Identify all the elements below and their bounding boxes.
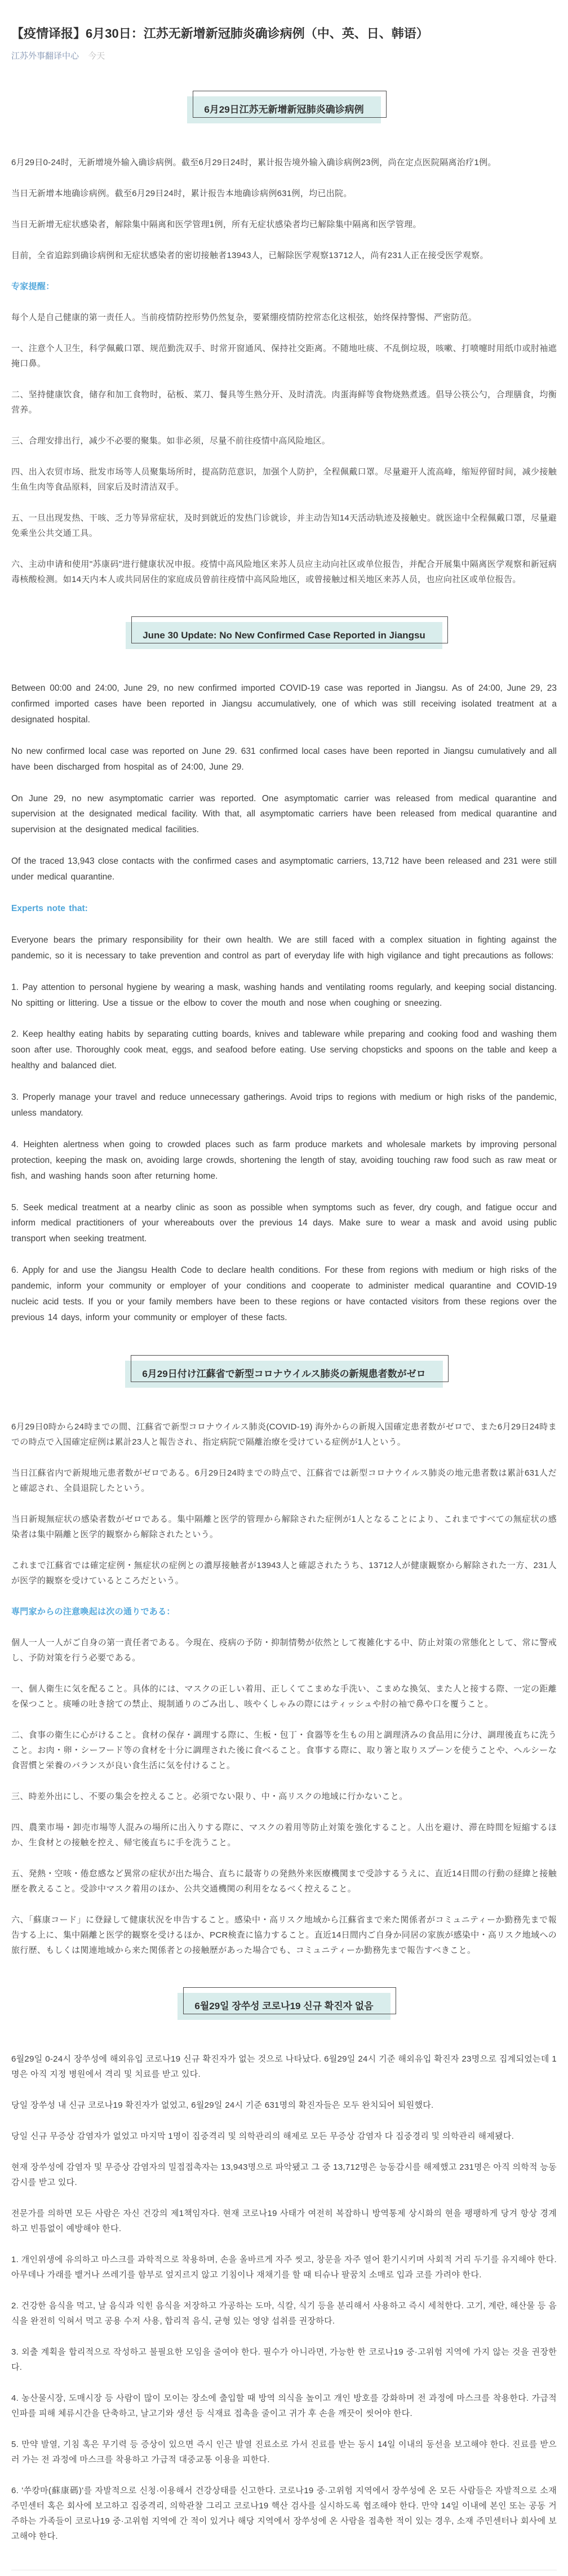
paragraph-ko-10: 6. '쑤캉마(蘇康碼)'를 자발적으로 신청·이용해서 건강상태를 신고한다. 코로나19 중·고위험 지역에서 장쑤성에 온 모든 사람들은 자발적으로 소재 주민센터 혹은 회사에 보고하고 집중격리, 의학관찰 그리고 코로나19 핵산 검사를 실시하도록 협조해야 한다. 만약 14일 이내에 본인 또는 공동 거주하는 가족들이 코로나19 중·고위험 지역에 간 적이 있거나 해당 지역에서 장쑤성에 온 사람을 접촉한 적이 있는 경우, 소재 주민센터나 회사에 보고해야 한다. [11, 2485, 557, 2541]
paragraph-en-8: 3. Properly manage your travel and reduce unnecessary gatherings. Avoid trips to regions with medium or high risks of the pandemic, unless mandatory. [11, 1092, 557, 1118]
author-link[interactable]: 江苏外事翻译中心 [11, 51, 79, 61]
section-header-wrap-ja [11, 1361, 557, 1388]
article-section-en [11, 622, 557, 1326]
publish-date: 今天 [88, 51, 105, 61]
paragraph-zh-10: 五、一旦出现发热、干咳、乏力等异常症状，及时到就近的发热门诊就诊，并主动告知14天活动轨迹及接触史。就医途中全程佩戴口罩，尽量避免乘坐公共交通工具。 [11, 513, 557, 538]
paragraph-zh-2: 当日无新增无症状感染者，解除集中隔离和医学管理1例，所有无症状感染者均已解除集中隔离和医学管理。 [11, 219, 421, 229]
paragraph-zh-0: 6月29日0-24时，无新增境外输入确诊病例。截至6月29日24时，累计报告境外输入确诊病例23例，尚在定点医院隔离治疗1例。 [11, 157, 496, 167]
paragraph-ja-8: 三、時差外出にし、不要の集会を控えること。必須でない限り、中・高リスクの地域に行かないこと。 [11, 1791, 408, 1801]
section-header-ja: 6月29日付け江蘇省で新型コロナウイルス肺炎の新規患者数がゼロ [125, 1361, 442, 1388]
paragraph-ja-7: 二、食事の衛生に心がけること。食材の保存・調理する際に、生板・包丁・食器等を生もの用と調理済みの食品用に分け、調理後直ちに洗うこと。お肉・卵・シーフード等の食材を十分に調理された後に食べること。食事する際に、取り箸と取りスプーンを使うことや、ヘルシーな食習慣と栄養のバランスが良い食生活に気を付けること。 [11, 1730, 557, 1770]
paragraph-en-9: 4. Heighten alertness when going to crowded places such as farm produce markets and wholesale markets by improving personal protection, keeping the mask on, avoiding large crowds, shortening the length of stay, avoiding touching raw food such as raw meat or fish, and washing hands soon after returning home. [11, 1139, 557, 1181]
paragraph-en-11: 6. Apply for and use the Jiangsu Health Code to declare health conditions. For these from regions with medium or high risks of the pandemic, inform your community or employer of your conditions and cooperate to administer medical quarantine and COVID-19 nucleic acid tests. If you or your family members have been to these regions or have contacted visitors from these regions over the previous 14 days, inform your community or employer of these facts. [11, 1265, 557, 1322]
paragraph-ko-1: 당일 장쑤성 내 신규 코로나19 확진자가 없었고, 6월29일 24시 기준 631명의 확진자들은 모두 완치되어 퇴원했다. [11, 2100, 434, 2110]
note-label-zh: 专家提醒： [11, 281, 55, 291]
paragraph-en-7: 2. Keep healthy eating habits by separating cutting boards, knives and tableware while preparing and cooking food and washing them soon after use. Thoroughly cook meat, eggs, and seafood before eating. Use serving chopsticks and spoons on the table and keep a healthy and balanced diet. [11, 1029, 557, 1071]
paragraph-en-1: No new confirmed local case was reported on June 29. 631 confirmed local cases have been reported in Jiangsu cumulatively and all have been discharged from hospital as of 24:00, June 29. [11, 746, 557, 772]
article-section-zh [11, 96, 557, 587]
paragraph-ko-9: 5. 만약 발열, 기침 혹은 무기력 등 증상이 있으면 즉시 인근 발열 진료소로 가서 진료를 받는 동시 14일 이내의 동선을 보고해야 한다. 진료를 받으러 가는 전 과정에 마스크를 착용하고 가급적 대중교통 이용을 피한다. [11, 2439, 557, 2464]
section-header-wrap-ko [11, 1993, 557, 2020]
note-label-en: Experts note that: [11, 903, 88, 913]
paragraph-zh-1: 当日无新增本地确诊病例。截至6月29日24时，累计报告本地确诊病例631例，均已出院。 [11, 188, 352, 198]
paragraph-zh-9: 四、出入农贸市场、批发市场等人员聚集场所时，提高防范意识，加强个人防护，全程佩戴口罩。尽量避开人流高峰，缩短停留时间，减少接触生鱼生肉等食品原料，回家后及时清洁双手。 [11, 467, 557, 492]
paragraph-zh-11: 六、主动申请和使用"苏康码"进行健康状况申报。疫情中高风险地区来苏人员应主动向社区或单位报告，并配合开展集中隔离医学观察和新冠病毒核酸检测。如14天内本人或共同居住的家庭成员曾前往疫情中高风险地区，或曾接触过相关地区来苏人员，也应向社区或单位报告。 [11, 559, 557, 584]
paragraph-en-6: 1. Pay attention to personal hygiene by wearing a mask, washing hands and ventilating rooms regularly, and keeping social distancing. No spitting or littering. Use a tissue or the elbow to cover the mouth and nose when coughing or sneezing. [11, 982, 557, 1008]
paragraph-ja-9: 四、農業市場・卸売市場等人混みの場所に出入りする際に、マスクの着用等防止対策を強化すること。人出を避け、滞在時間を短縮するほか、生食材との接触を控え、帰宅後直ちに手を洗うこと。 [11, 1822, 557, 1847]
paragraph-zh-8: 三、合理安排出行，减少不必要的聚集。如非必须，尽量不前往疫情中高风险地区。 [11, 436, 331, 446]
paragraph-en-5: Everyone bears the primary responsibility for their own health. We are still faced with a complex situation in fighting against the pandemic, so it is necessary to take prevention and control as part of everyday life with high vigilance and tight precautions as follows: [11, 935, 557, 961]
paragraph-ko-0: 6월29일 0-24시 장쑤성에 해외유입 코로나19 신규 확진자가 없는 것으로 나타났다. 6월29일 24시 기준 해외유입 확진자 23명으로 집계되었는데 1명은 아직 지정 병원에서 격리 및 치료를 받고 있다. [11, 2054, 557, 2079]
paragraph-ko-3: 현재 장쑤성에 감염자 및 무증상 감염자의 밀접접촉자는 13,943명으로 파악됐고 그 중 13,712명은 능동감시를 해제했고 231명은 아직 의학적 능동감시를 받고 있다. [11, 2162, 557, 2187]
paragraph-en-10: 5. Seek medical treatment at a nearby clinic as soon as possible when symptoms such as fever, dry cough, and fatigue occur and inform medical practitioners of your whereabouts over the previous 14 days. Make sure to wear a mask and avoid using public transport when seeking treatment. [11, 1202, 557, 1244]
paragraph-ja-2: 当日新規無症状の感染者数がゼロである。集中隔離と医学的管理から解除された症例が1人となることにより、これまですべての無症状の感染者は集中隔離と医学的観察から解除されたという。 [11, 1514, 557, 1539]
paragraph-ja-10: 五、発熱・空咳・倦怠感など異常の症状が出た場合、直ちに最寄りの発熱外来医療機関まで受診するうえに、直近14日間の行動の経緯と接触歴を教えること。受診中マスク着用のほか、公共交通機関の利用をなるべく控えること。 [11, 1868, 557, 1894]
paragraph-ko-8: 4. 농산물시장, 도매시장 등 사람이 많이 모이는 장소에 출입할 때 방역 의식을 높이고 개인 방호를 강화하며 전 과정에 마스크를 착용한다. 가급적 인파를 피해 체류시간을 단축하고, 날고기와 생선 등 식재료 접촉을 줄이고 귀가 후 손을 깨끗이 씻어야 한다. [11, 2393, 557, 2418]
paragraph-zh-5: 每个人是自己健康的第一责任人。当前疫情防控形势仍然复杂，要紧绷疫情防控常态化这根弦，始终保持警惕、严密防范。 [11, 312, 477, 322]
paragraph-ja-3: これまで江蘇省では確定症例・無症状の症例との濃厚接触者が13943人と確認されたうち、13712人が健康観察から解除された一方、231人が医学的観察を受けているところだという。 [11, 1560, 557, 1585]
paragraph-en-3: Of the traced 13,943 close contacts with the confirmed cases and asymptomatic carriers, 13,712 have been released and 231 were still under medical quarantine. [11, 856, 557, 882]
paragraph-zh-7: 二、坚持健康饮食，储存和加工食物时，砧板、菜刀、餐具等生熟分开、及时清洗。肉蛋海鲜等食物烧熟煮透。倡导公筷公勺，合理膳食，均衡营养。 [11, 389, 557, 415]
note-label-ja: 専門家からの注意喚起は次の通りである： [11, 1606, 175, 1616]
article-section-ja [11, 1361, 557, 1958]
section-header-en: June 30 Update: No New Confirmed Case Reported in Jiangsu [126, 622, 442, 649]
paragraph-ja-6: 一、個人衛生に気を配ること。具体的には、マスクの正しい着用、正しくてこまめな手洗い、こまめな換気、また人と接する際、一定の距離を保つこと。痰唾の吐き捨ての禁止、規制通りのごみ出し、咳やくしゃみの際にはティッシュや肘の袖で鼻や口を覆うこと。 [11, 1684, 557, 1709]
paragraph-ja-5: 個人一人一人がご自身の第一責任者である。今現在、疫病の予防・抑制情勢が依然として複雑化する中、防止対策の常態化として、常に警戒し、予防対策を行う必要である。 [11, 1637, 557, 1663]
paragraph-zh-6: 一、注意个人卫生，科学佩戴口罩、规范勤洗双手、时常开窗通风、保持社交距离。不随地吐痰、不乱倒垃圾，咳嗽、打喷嚏时用纸巾或肘袖遮掩口鼻。 [11, 343, 557, 368]
paragraph-ja-11: 六、「蘇康コード」に登録して健康状況を申告すること。感染中・高リスク地域から江蘇省まで来た関係者がコミュニティーか勤務先まで報告する上に、集中隔離と医学的観察を受けるほか、PCR検査に協力すること。直近14日間内ご自身か同居の家族が感染中・高リスク地域への旅行歴、もしくは関連地域から来た関係者との接触歴があった場合でも、コミュニティーか勤務先まで報告すべきこと。 [11, 1915, 557, 1955]
paragraph-zh-3: 目前，全省追踪到确诊病例和无症状感染者的密切接触者13943人，已解除医学观察13712人，尚有231人正在接受医学观察。 [11, 250, 489, 260]
paragraph-ja-1: 当日江蘇省内で新規地元患者数がゼロである。6月29日24時までの時点で、江蘇省では新型コロナウイルス肺炎の地元患者数は累計631人だと確認され、全員退院したという。 [11, 1468, 557, 1493]
section-header-ko: 6월29일 장쑤성 코로나19 신규 확진자 없음 [178, 1993, 390, 2020]
section-header-wrap-zh [11, 96, 557, 123]
paragraph-ko-4: 전문가를 의하면 모든 사람은 자신 건강의 제1책임자다. 현재 코로나19 사태가 여전히 복잡하니 방역통제 상시화의 현을 팽팽하게 당겨 항상 경계하고 빈틈없이 예방해야 한다. [11, 2208, 557, 2233]
section-header-zh: 6月29日江苏无新增新冠肺炎确诊病例 [187, 96, 380, 123]
byline [11, 50, 557, 61]
paragraph-en-0: Between 00:00 and 24:00, June 29, no new confirmed imported COVID-19 case was reported in Jiangsu. As of 24:00, June 29, 23 confirmed imported cases have been reported in Jiangsu accumulatively, one of which was still receiving isolated treatment at a designated hospital. [11, 683, 557, 725]
paragraph-ko-2: 당일 신규 무증상 감염자가 없었고 마지막 1명이 집중격리 및 의학관리의 해제로 모든 무증상 감염자 다 집중경리 및 의학관리 해제됐다. [11, 2131, 514, 2141]
paragraph-ko-7: 3. 외출 계획을 합리적으로 작성하고 불필요한 모임을 줄여야 한다. 필수가 아니라면, 가능한 한 코로나19 중·고위험 지역에 가지 않는 것을 권장한다. [11, 2347, 557, 2372]
article-body [11, 96, 557, 2544]
section-header-wrap-en [11, 622, 557, 649]
paragraph-ja-0: 6月29日0時から24時までの間、江蘇省で新型コロナウイルス肺炎(COVID-19) 海外からの新規入国確定患者数がゼロで、また6月29日24時までの時点で入国確定症例は累計23人と報告され、指定病院で隔離治療を受けている症例が1人という。 [11, 1422, 557, 1447]
paragraph-en-2: On June 29, no new asymptomatic carrier was reported. One asymptomatic carrier was released from medical quarantine and supervision at the designated medical facility. With that, all asymptomatic carriers have been released from medical quarantine and supervision at the designated medical facilities. [11, 793, 557, 835]
paragraph-ko-5: 1. 개인위생에 유의하고 마스크를 과학적으로 착용하며, 손을 올바르게 자주 씻고, 창문을 자주 열어 환기시키며 사회적 거리 두기를 유지해야 한다. 아무데나 가래를 뱉거나 쓰레기를 함부로 엎지르지 않고 기침이나 재채기를 할 때 티슈나 팔꿈치 소매로 입과 코를 가려야 한다. [11, 2254, 557, 2280]
page-title: 【疫情译报】6月30日：江苏无新增新冠肺炎确诊病例（中、英、日、韩语） [11, 26, 429, 41]
paragraph-ko-6: 2. 건강한 음식을 먹고, 날 음식과 익힌 음식을 저장하고 가공하는 도마, 식칼, 식기 등을 분리해서 사용하고 즉시 세척한다. 고기, 계란, 해산물 등 음식을 완전히 익혀서 먹고 공용 수저 사용, 합리적 음식, 균형 있는 영양 섭취를 권장하다. [11, 2300, 557, 2326]
article-section-ko [11, 1993, 557, 2544]
